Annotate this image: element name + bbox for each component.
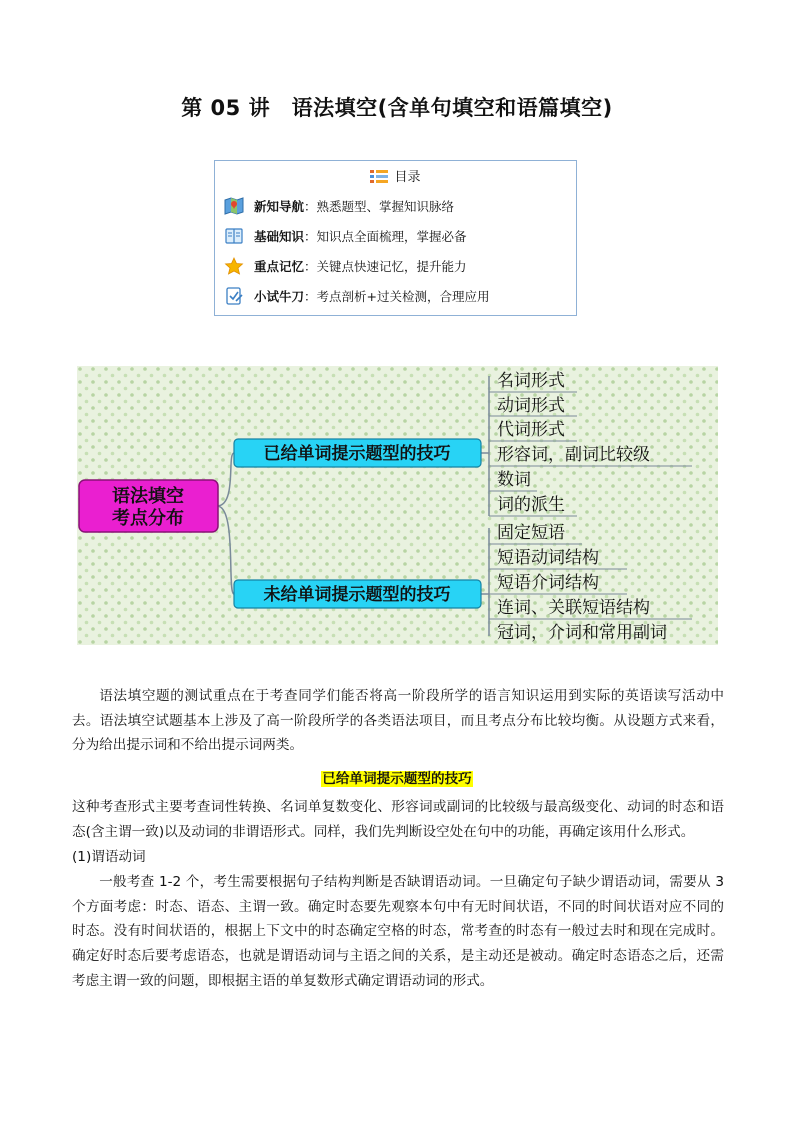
toc-item <box>224 226 467 246</box>
toc-item-label: 基础知识 <box>254 229 305 244</box>
table-of-contents <box>214 160 577 316</box>
list-icon <box>370 170 388 184</box>
mind-map <box>77 366 718 645</box>
toc-item <box>224 256 467 276</box>
mind-map-leaf: 短语动词结构 <box>497 548 599 568</box>
mind-map-leaf: 连词、关联短语结构 <box>497 598 650 618</box>
mind-map-root-line2: 考点分布 <box>112 508 184 529</box>
mind-map-leaf: 固定短语 <box>497 523 565 543</box>
toc-item-label: 重点记忆 <box>254 259 305 274</box>
mind-map-root-line1: 语法填空 <box>112 486 184 507</box>
toc-item <box>224 286 490 306</box>
item-paragraph: 一般考查 1-2 个，考生需要根据句子结构判断是否缺谓语动词。一旦确定句子缺少谓语动词，需要从 3 个方面考虑：时态、语态、主谓一致。确定时态要先观察本句中有无时间状语，不同的时间状语对应不同的时态。没有时间状语的，根据上下文中的时态确定空格的时态，常考查的时态有一般过去时和现在完成时。确定好时态后要考虑语态，也就是谓语动词与主语之间的关系，是主动还是被动。确定时态语态之后，还需考虑主谓一致的问题，即根据主语的单复数形式确定谓语动词的形式。 <box>72 874 724 989</box>
mind-map-leaf: 短语介词结构 <box>497 573 599 593</box>
page-title: 第 05 讲 语法填空(含单句填空和语篇填空) <box>181 96 613 120</box>
intro-paragraph: 语法填空题的测试重点在于考查同学们能否将高一阶段所学的语言知识运用到实际的英语读写活动中去。语法填空试题基本上涉及了高一阶段所学的各类语法项目，而且考点分布比较均衡。从设题方式来看，分为给出提示词和不给出提示词两类。 <box>72 688 724 754</box>
mind-map-branch-label: 已给单词提示题型的技巧 <box>263 444 451 464</box>
mind-map-leaf: 名词形式 <box>497 371 565 391</box>
toc-item-desc: ：知识点全面梳理，掌握必备 <box>304 229 467 244</box>
mind-map-leaf: 动词形式 <box>497 396 565 416</box>
mind-map-leaf: 词的派生 <box>497 495 565 515</box>
mind-map-leaf: 数词 <box>497 470 531 490</box>
toc-item-desc: ：关键点快速记忆，提升能力 <box>304 259 467 274</box>
toc-item <box>224 196 454 216</box>
mind-map-branch-label: 未给单词提示题型的技巧 <box>263 585 451 605</box>
book-icon <box>224 227 244 245</box>
toc-heading-text: 目录 <box>394 170 421 185</box>
toc-item-desc: ：考点剖析+过关检测，合理应用 <box>304 289 490 304</box>
mind-map-leaf: 形容词，副词比较级 <box>497 445 650 465</box>
item-title: (1)谓语动词 <box>72 849 146 865</box>
map-icon <box>224 197 244 215</box>
toc-item-label: 小试牛刀 <box>254 289 305 304</box>
star-icon <box>224 257 244 275</box>
toc-item-desc: ：熟悉题型、掌握知识脉络 <box>304 199 455 214</box>
checklist-icon <box>224 287 244 305</box>
section-heading <box>0 767 794 787</box>
section-heading-text: 已给单词提示题型的技巧 <box>322 771 472 787</box>
mind-map-leaf: 代词形式 <box>497 420 565 440</box>
mind-map-leaf: 冠词，介词和常用副词 <box>497 623 667 643</box>
section-intro-paragraph: 这种考查形式主要考查词性转换、名词单复数变化、形容词或副词的比较级与最高级变化、动词的时态和语态(含主谓一致)以及动词的非谓语形式。同样，我们先判断设空处在句中的功能，再确定该用什么形式。 <box>72 799 724 840</box>
toc-item-label: 新知导航 <box>254 199 305 214</box>
toc-heading <box>215 166 576 185</box>
